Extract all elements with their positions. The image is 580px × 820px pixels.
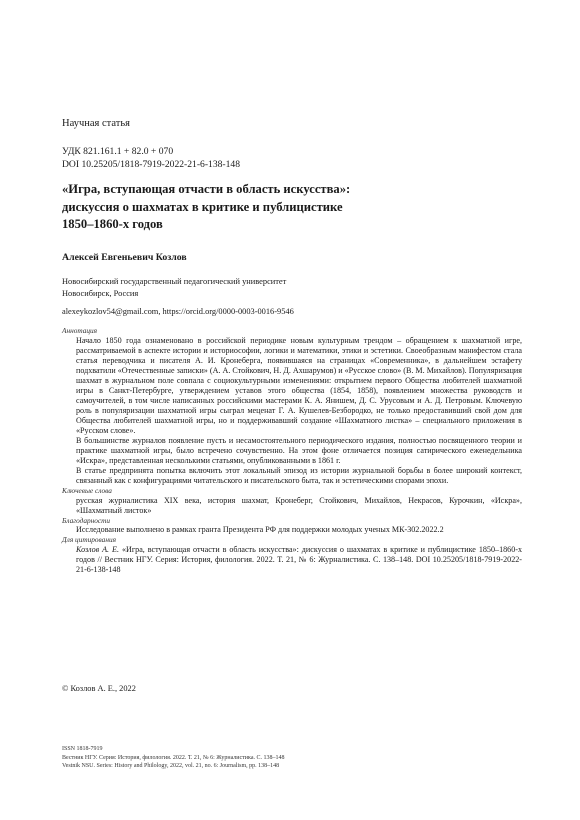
abstract-paragraph: В большинстве журналов появление пусть и несамостоятельного периодического издания, полностью посвященного теории и практике шахматной игры, было встречено сочувственно. На этом фоне отличается позиция сатирического еженедельника «Искра», представленная несколькими статьями, опубликованными в 1861 г. bbox=[76, 435, 522, 466]
contact-links[interactable]: alexeykozlov54@gmail.com, https://orcid.org/0000-0003-0016-9546 bbox=[62, 307, 294, 316]
acknowledgements-heading: Благодарности bbox=[62, 515, 111, 525]
copyright: © Козлов А. Е., 2022 bbox=[62, 684, 136, 693]
keywords-text: русская журналистика XIX века, история шахмат, Кронеберг, Стойкович, Михайлов, Некрасов, Курочкин, «Искра», «Шахматный листок» bbox=[76, 495, 522, 515]
affiliation bbox=[62, 276, 522, 318]
article-title bbox=[62, 181, 522, 234]
journal-reference-ru: Вестник НГУ. Серия: История, филология. 2022. Т. 21, № 6: Журналистика. С. 138–148 bbox=[62, 754, 285, 761]
title-line: дискуссия о шахматах в критике и публицистике bbox=[62, 199, 343, 214]
location: Новосибирск, Россия bbox=[62, 289, 139, 298]
abstract-paragraph: В статье предпринята попытка включить этот локальный эпизод из истории журнальной борьбы в более широкий контекст, связанный как с конфигурациями читательского и писательского быта, так и эстетическими спорами эпохи. bbox=[76, 466, 522, 486]
citation-body: «Игра, вступающая отчасти в область искусства»: дискуссия о шахматах в критике и публицистике 1850–1860-х годов // Вестник НГУ. Серия: История, филология. 2022. Т. 21, № 6: Журналистика. С. 138–148. DOI 10.25205/1818-7919-2022-21-6-138-148 bbox=[76, 544, 522, 574]
article-type: Научная статья bbox=[62, 118, 130, 129]
university: Новосибирский государственный педагогический университет bbox=[62, 277, 287, 286]
doi[interactable]: DOI 10.25205/1818-7919-2022-21-6-138-148 bbox=[62, 158, 240, 170]
abstract-paragraph: Начало 1850 года ознаменовано в российской периодике новым культурным трендом – обращением к шахматной игре, рассматриваемой в аспекте истории и историософии, логики и математики, этики и эстетики. Своеобразным манифестом стала статья переводчика и писателя А. И. Кронеберга, появившаяся на страницах «Современника», в дальнейшем эстафету подхватили «Отечественные записки» (А. А. Стойкович, Н. Д. Ахшарумов) и «Русское слово» (В. М. Михайлов). Популяризация шахмат в журнальном поле совпала с социокультурными изменениями: открытием первого Общества любителей шахматной игры в Санкт-Петербурге, утверждением уставов этого общества (1854, 1858), появлением множества руководств и самоучителей, в том числе написанных российскими мастерами К. А. Янишем, Д. С. Урусовым и А. Д. Петровым. Ключевую роль в популяризации шахматной игры сыграл меценат Г. А. Кушелев-Безбородко, не только предоставивший свой дом для Общества любителей шахматной игры, но и поддерживавший создание «Шахматного листка» – специального приложения в «Русском слове». bbox=[76, 335, 522, 435]
keywords-heading: Ключевые слова bbox=[62, 486, 112, 496]
identifiers bbox=[62, 146, 522, 171]
article-metadata bbox=[62, 326, 522, 575]
abstract-heading: Аннотация bbox=[62, 326, 98, 335]
journal-reference-en: Vestnik NSU. Series: History and Philology, 2022, vol. 21, no. 6: Journalism, pp. 138–148 bbox=[62, 763, 280, 770]
title-line: 1850–1860-х годов bbox=[62, 217, 163, 231]
author-name: Алексей Евгеньевич Козлов bbox=[62, 252, 187, 263]
citation-heading: Для цитирования bbox=[62, 535, 116, 545]
acknowledgements-text: Исследование выполнено в рамках гранта Президента РФ для поддержки молодых ученых МК-302.2022.2 bbox=[76, 525, 444, 535]
journal-info bbox=[62, 745, 522, 771]
citation-text bbox=[62, 545, 522, 575]
udk-code: УДК 821.161.1 + 82.0 + 070 bbox=[62, 146, 174, 157]
issn: ISSN 1818-7919 bbox=[62, 746, 103, 752]
title-line: «Игра, вступающая отчасти в область искусства»: bbox=[62, 182, 351, 196]
citation-author: Козлов А. Е. bbox=[76, 544, 119, 554]
abstract-body bbox=[62, 336, 522, 487]
